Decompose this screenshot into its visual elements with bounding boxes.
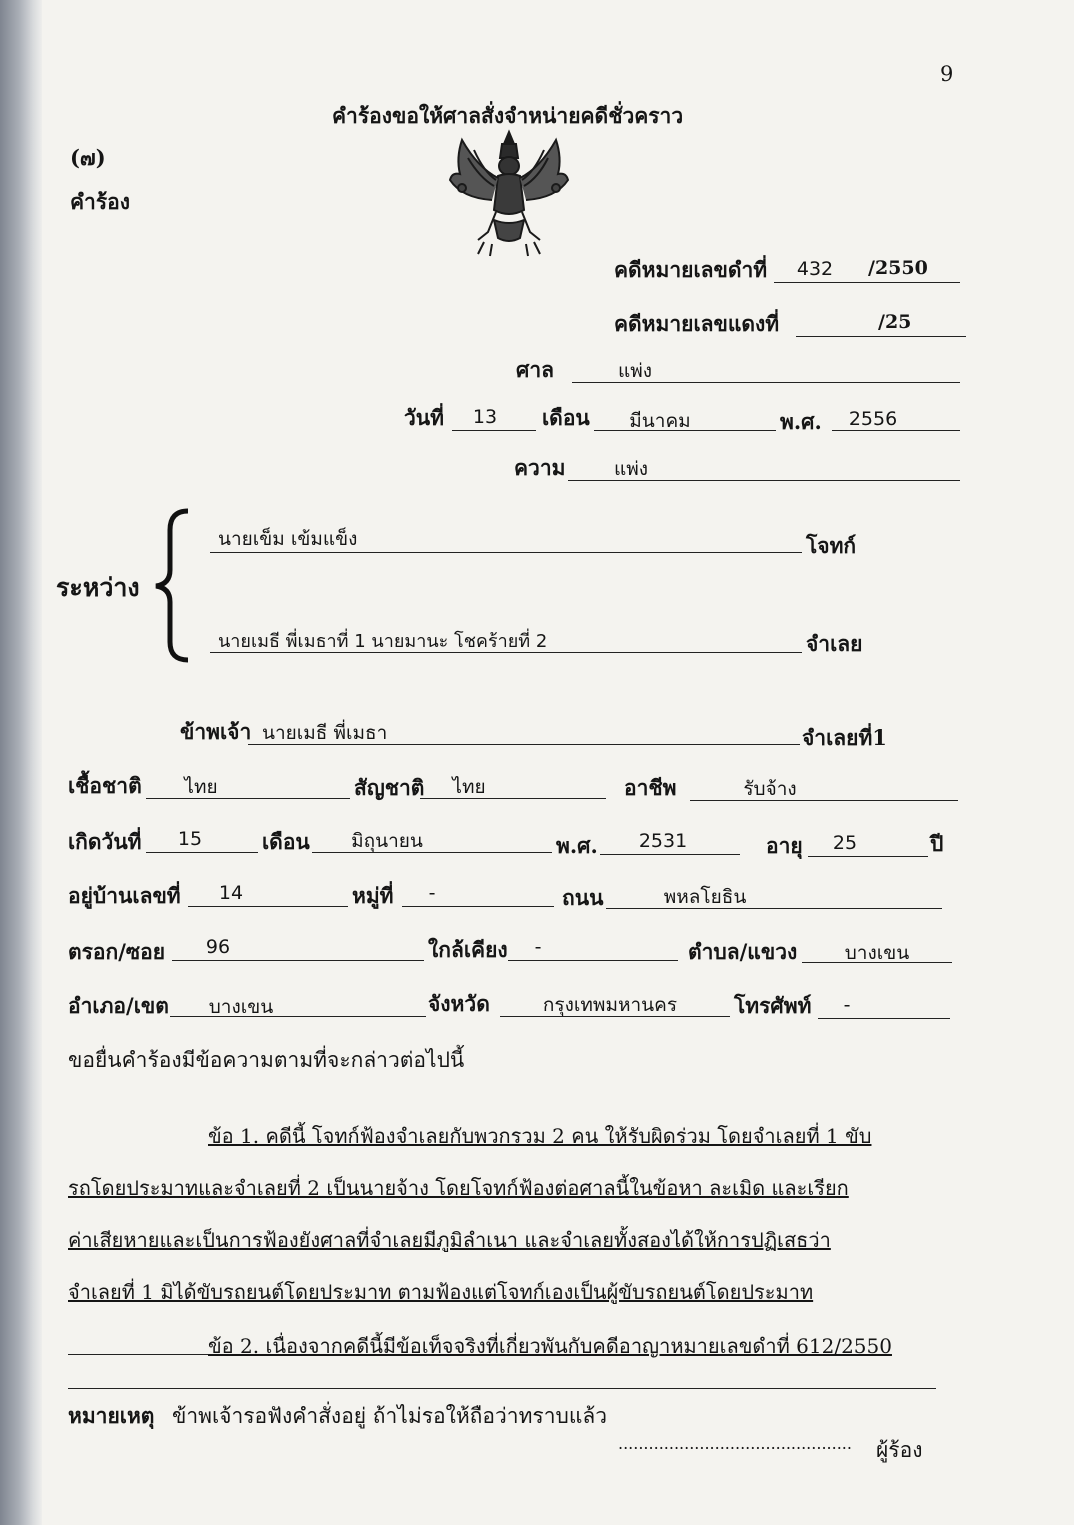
note-text: ข้าพเจ้ารอฟังคำสั่งอยู่ ถ้าไม่รอให้ถือว่าทราบแล้ว: [172, 1404, 608, 1428]
birth-month-label: เดือน: [262, 829, 310, 854]
province-value: กรุงเทพมหานคร: [542, 994, 678, 1016]
race-value: ไทย: [184, 776, 218, 798]
road-value: พหลโยธิน: [663, 886, 747, 908]
page-number: 9: [940, 62, 954, 86]
district-label: อำเภอ/เขต: [68, 993, 169, 1018]
plaintiff-label: โจทก์: [806, 533, 857, 558]
date-year-label: พ.ศ.: [780, 409, 822, 434]
black-case-year: /2550: [868, 257, 928, 279]
soi-label: ตรอก/ซอย: [68, 939, 166, 964]
subdistrict-value: บางเขน: [844, 942, 910, 964]
phone-label: โทรศัพท์: [734, 993, 812, 1018]
intro-text: ขอยื่นคำร้องมีข้อความตามที่จะกล่าวต่อไปนี้: [68, 1048, 465, 1072]
body-line-2: รถโดยประมาทและจำเลยที่ 2 เป็นนายจ้าง โดยโจทก์ฟ้องต่อศาลนี้ในข้อหา ละเมิด และเรียก: [68, 1176, 849, 1200]
birth-month-value: มิถุนายน: [351, 830, 423, 852]
matter-value: แพ่ง: [613, 458, 649, 480]
brace-icon: [150, 508, 192, 663]
nearby-value: -: [534, 936, 542, 958]
race-label: เชื้อชาติ: [68, 773, 142, 798]
body-line-3: ค่าเสียหายและเป็นการฟ้องยังศาลที่จำเลยมีภูมิลำเนา และจำเลยทั้งสองได้ให้การปฏิเสธว่า: [68, 1228, 831, 1252]
petitioner-label: ข้าพเจ้า: [180, 719, 252, 744]
court-value: แพ่ง: [617, 360, 653, 382]
matter-label: ความ: [514, 455, 566, 480]
petitioner-role: จำเลยที่1: [802, 725, 887, 750]
subdistrict-label: ตำบล/แขวง: [688, 939, 798, 964]
moo-value: -: [428, 882, 436, 904]
occupation-value: รับจ้าง: [743, 778, 797, 800]
birth-year-label: พ.ศ.: [556, 833, 598, 858]
body-line-1: ข้อ 1. คดีนี้ โจทก์ฟ้องจำเลยกับพวกรวม 2 คน ให้รับผิดร่วม โดยจำเลยที่ 1 ขับ: [208, 1124, 872, 1148]
red-case-label: คดีหมายเลขแดงที่: [614, 311, 780, 336]
note-label: หมายเหตุ: [68, 1403, 155, 1428]
road-label: ถนน: [562, 885, 604, 910]
date-month-label: เดือน: [542, 405, 590, 430]
body-line-4: จำเลยที่ 1 มิได้ขับรถยนต์โดยประมาท ตามฟ้องแต่โจทก์เองเป็นผู้ขับรถยนต์โดยประมาท: [68, 1280, 814, 1304]
defendant-label: จำเลย: [806, 631, 863, 656]
defendant-names: นายเมธี พี่เมธาที่ 1 นายมานะ โชคร้ายที่ 2: [218, 631, 548, 652]
nationality-label: สัญชาติ: [354, 775, 425, 800]
house-number-value: 14: [218, 882, 244, 904]
nationality-value: ไทย: [452, 776, 486, 798]
petitioner-name: นายเมธี พี่เมธา: [262, 722, 388, 744]
age-label: อายุ: [766, 833, 803, 858]
age-value: 25: [832, 832, 858, 854]
birth-year-value: 2531: [638, 830, 688, 852]
court-label: ศาล: [516, 357, 554, 382]
province-label: จังหวัด: [428, 991, 490, 1016]
form-number: (๗): [70, 145, 106, 170]
district-value: บางเขน: [208, 996, 274, 1018]
occupation-label: อาชีพ: [624, 775, 677, 800]
moo-label: หมู่ที่: [352, 883, 394, 908]
black-case-label: คดีหมายเลขดำที่: [614, 257, 768, 282]
date-month-value: มีนาคม: [629, 410, 691, 432]
between-label: ระหว่าง: [56, 573, 140, 602]
signature-line: ..............................................: [618, 1434, 852, 1453]
document-type: คำร้อง: [70, 189, 130, 214]
soi-value: 96: [205, 936, 231, 958]
date-day-label: วันที่: [404, 405, 444, 430]
date-year-value: 2556: [848, 408, 898, 430]
garuda-emblem-icon: [448, 128, 570, 258]
body-line-5: ข้อ 2. เนื่องจากคดีนี้มีข้อเท็จจริงที่เกี่ยวพันกับคดีอาญาหมายเลขดำที่ 612/2550: [208, 1334, 892, 1358]
birth-day-value: 15: [177, 828, 203, 850]
black-case-number: 432: [796, 258, 834, 280]
page-title: คำร้องขอให้ศาลสั่งจำหน่ายคดีชั่วคราว: [332, 103, 684, 128]
house-number-label: อยู่บ้านเลขที่: [68, 883, 181, 908]
age-unit: ปี: [930, 831, 944, 856]
birth-day-label: เกิดวันที่: [68, 829, 142, 854]
red-case-year: /25: [878, 311, 912, 333]
phone-value: -: [843, 994, 851, 1016]
plaintiff-name: นายเข็ม เข้มแข็ง: [218, 528, 358, 550]
signature-label: ผู้ร้อง: [876, 1438, 923, 1462]
date-day-value: 13: [472, 406, 498, 428]
book-binding-edge: [0, 0, 42, 1525]
nearby-label: ใกล้เคียง: [428, 937, 508, 962]
